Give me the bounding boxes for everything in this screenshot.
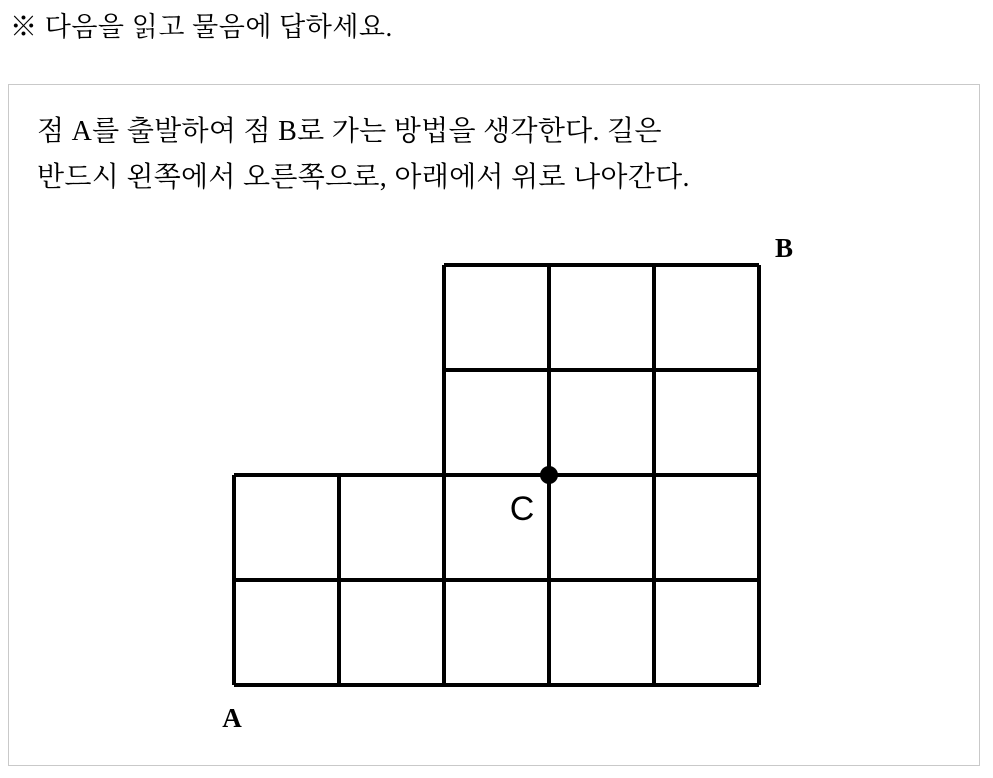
instruction-text: ※ 다음을 읽고 물음에 답하세요. [10, 12, 393, 42]
passage-line-2: 반드시 왼쪽에서 오른쪽으로, 아래에서 위로 나아간다. [37, 162, 690, 193]
label-c: C [509, 490, 535, 528]
figure-container [9, 235, 979, 755]
label-b: B [774, 235, 794, 263]
grid-lines [234, 265, 759, 685]
point-c-marker [540, 466, 558, 484]
passage-line-1: 점 A를 출발하여 점 B로 가는 방법을 생각한다. 길은 [37, 116, 662, 147]
question-box [8, 84, 980, 766]
lattice-path-diagram [174, 235, 814, 735]
passage-text [37, 109, 957, 201]
label-a: A [222, 703, 242, 733]
